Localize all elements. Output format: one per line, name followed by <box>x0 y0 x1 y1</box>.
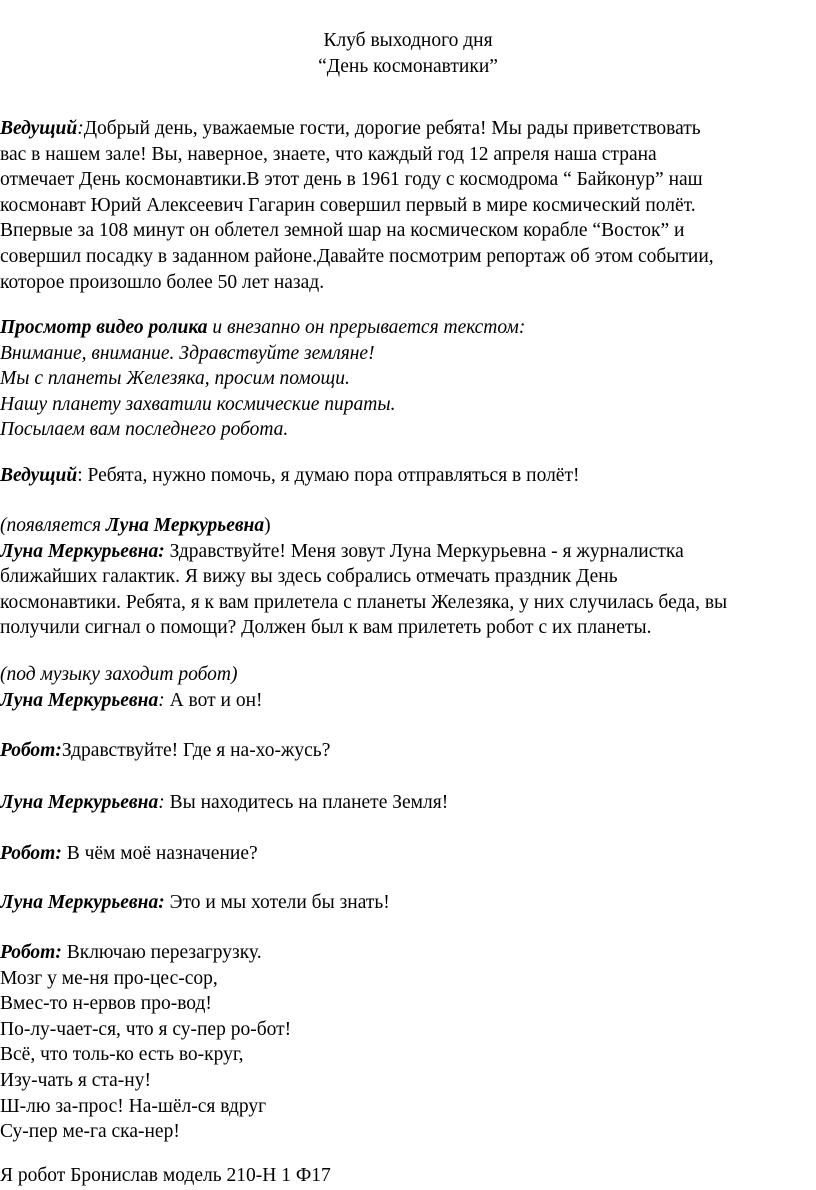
intro-text: совершил посадку в заданном районе.Давайте посмотрим репортаж об этом событии, <box>0 245 714 267</box>
intro-text: которое произошло более 50 лет назад. <box>0 271 325 293</box>
intro-text: отмечает День космонавтики.В этот день в 1961 году с космодрома “ Байконур” наш <box>0 169 703 191</box>
speaker-robot: Робот: <box>0 942 62 963</box>
robot-line-2 <box>0 841 816 867</box>
doc-subtitle: “День космонавтики” <box>318 56 498 77</box>
robot-id <box>0 1163 816 1189</box>
speaker-luna: Луна Меркурьевна <box>0 792 159 813</box>
video-heading-bold: Просмотр видео ролика <box>0 317 208 338</box>
speaker-host: Ведущий <box>0 118 78 139</box>
poem-line: Вмес-то н-ервов про-вод! <box>0 993 212 1015</box>
poem-line: Ш-лю за-прос! На-шёл-ся вдруг <box>0 1095 267 1117</box>
luna-text: Это и мы хотели бы знать! <box>164 892 390 913</box>
speaker-host: Ведущий <box>0 465 78 486</box>
speaker-colon: : <box>158 689 165 711</box>
luna-text: получили сигнал о помощи? Должен был к вам прилететь робот с их планеты. <box>0 617 652 639</box>
host-line-2 <box>0 463 816 489</box>
intro-text: космонавт Юрий Алексеевич Гагарин совершил первый в мире космический полёт. <box>0 194 696 216</box>
intro-text: Впервые за 108 минут он облетел земной шар на космическом корабле “Восток” и <box>0 220 685 242</box>
video-line: Внимание, внимание. Здравствуйте земляне! <box>0 342 375 364</box>
host-intro-line <box>0 116 816 142</box>
speaker-colon: : <box>77 118 84 139</box>
stage-name: Луна Меркурьевна <box>105 515 265 536</box>
poem-line: Су-пер ме-га ска-нер! <box>0 1121 180 1143</box>
stage-direction: (под музыку заходит робот) <box>0 664 238 685</box>
video-line: Мы с планеты Железяка, просим помощи. <box>0 368 350 390</box>
intro-text: вас в нашем зале! Вы, наверное, знаете, что каждый год 12 апреля наша страна <box>0 143 657 165</box>
video-heading-rest: и внезапно он прерывается текстом: <box>207 317 526 338</box>
robot-line <box>0 841 816 867</box>
robot-line-1 <box>0 738 816 764</box>
host-line <box>0 463 816 489</box>
robot-line <box>0 940 816 966</box>
luna-line <box>0 539 816 565</box>
luna-line <box>0 688 816 714</box>
video-heading <box>0 315 816 341</box>
stage-open: (появляется <box>0 515 106 536</box>
speaker-luna: Луна Меркурьевна: <box>0 892 165 913</box>
robot-text: Здравствуйте! Где я на-хо-жусь? <box>61 740 331 761</box>
luna-text: Здравствуйте! Меня зовут Луна Меркурьевна - я журналистка <box>164 540 684 562</box>
stage-close: ) <box>264 515 271 536</box>
speaker-robot: Робот: <box>0 843 62 864</box>
video-line: Посылаем вам последнего робота. <box>0 419 289 441</box>
luna-line-2 <box>0 790 816 816</box>
doc-title: Клуб выходного дня <box>323 30 493 51</box>
luna-text: Вы находитесь на планете Земля! <box>164 792 449 813</box>
luna-text: космонавтики. Ребята, я к вам прилетела с планеты Железяка, у них случилась беда, вы <box>0 591 728 613</box>
poem-line: Всё, что толь-ко есть во-круг, <box>0 1044 244 1066</box>
robot-text: Включаю перезагрузку. <box>61 942 262 963</box>
speaker-robot: Робот: <box>0 740 62 761</box>
robot-text: В чём моё назначение? <box>61 843 258 864</box>
luna-intro <box>0 513 816 641</box>
video-message <box>0 315 816 443</box>
luna-text: ближайших галактик. Я вижу вы здесь собрались отмечать праздник День <box>0 566 618 588</box>
video-line: Нашу планету захватили космические пираты. <box>0 393 396 415</box>
poem-line: Изу-чать я ста-ну! <box>0 1069 151 1091</box>
speaker-luna: Луна Меркурьевна <box>0 689 159 711</box>
intro-text: Добрый день, уважаемые гости, дорогие ребята! Мы рады приветствовать <box>83 118 701 139</box>
robot-line <box>0 738 816 764</box>
luna-line-3 <box>0 890 816 916</box>
speaker-colon: : <box>158 792 165 813</box>
robot-poem <box>0 940 816 1145</box>
luna-text: А вот и он! <box>164 689 263 711</box>
luna-line <box>0 890 816 916</box>
robot-enters <box>0 662 816 713</box>
stage-direction <box>0 513 816 539</box>
speaker-luna: Луна Меркурьевна: <box>0 540 165 562</box>
robot-id-line: Я робот Бронислав модель 210-Н 1 Ф17 <box>0 1165 331 1186</box>
host-line-text: : Ребята, нужно помочь, я думаю пора отправляться в полёт! <box>77 465 580 486</box>
poem-line: Мозг у ме-ня про-цес-сор, <box>0 967 218 989</box>
luna-line <box>0 790 816 816</box>
host-intro <box>0 116 816 295</box>
poem-line: По-лу-чает-ся, что я су-пер ро-бот! <box>0 1018 292 1040</box>
